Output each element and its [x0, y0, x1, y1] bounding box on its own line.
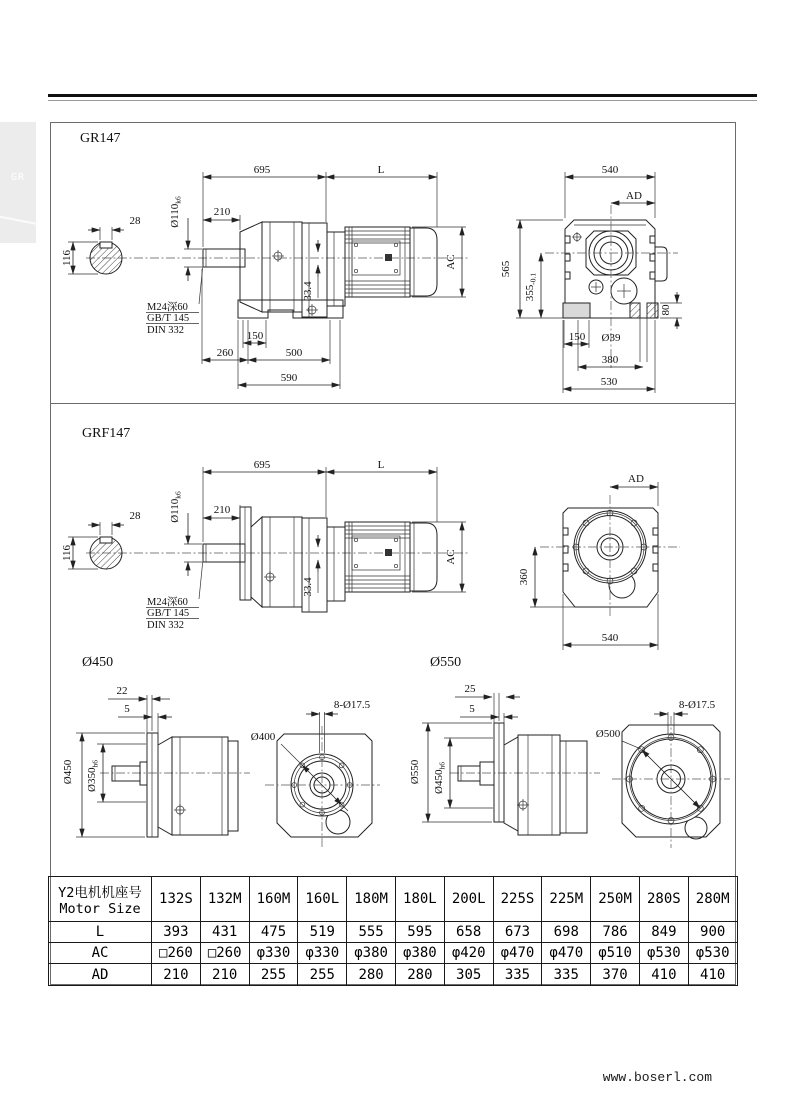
table-cell: φ510: [591, 943, 640, 964]
note-tapped-hole: M24深60: [147, 597, 188, 608]
table-cell: 555: [347, 922, 396, 943]
dim-380: 380: [601, 354, 619, 366]
dim-260: 260: [216, 347, 234, 359]
table-cell: □260: [152, 943, 201, 964]
table-cell: 335: [493, 964, 542, 986]
table-row: [49, 922, 738, 943]
grf147-shaft-section: [61, 510, 141, 569]
dim-590: 590: [280, 372, 298, 384]
table-col-header: 225M: [542, 877, 591, 922]
dim-355: $355_{-0.1}$: [524, 272, 538, 302]
gr147-side-dimensions: [146, 164, 466, 389]
dim-150: 150: [246, 330, 264, 342]
table-col-header: 180M: [347, 877, 396, 922]
dim-L: L: [377, 459, 385, 471]
table-cell: 658: [444, 922, 493, 943]
footer-url: www.boserl.com: [602, 1070, 712, 1085]
dim-540: 540: [601, 632, 619, 644]
note-gbt145: GB/T 145: [147, 313, 190, 324]
gr147-side-view: [61, 131, 468, 389]
table-cell: 849: [639, 922, 688, 943]
dim-key-width: 28: [129, 215, 141, 227]
dim-AD: AD: [628, 473, 644, 485]
table-cell: 255: [298, 964, 347, 986]
motor-drawing: [345, 227, 437, 297]
note-gbt145: GB/T 145: [147, 608, 190, 619]
table-col-header: 160L: [298, 877, 347, 922]
table-cell: 393: [152, 922, 201, 943]
table-cell: 673: [493, 922, 542, 943]
table-cell: φ530: [688, 943, 737, 964]
motor-drawing: [345, 522, 437, 592]
table-row: [49, 964, 738, 986]
dim-33-4: 33.4: [302, 577, 314, 597]
table-col-header: 250M: [591, 877, 640, 922]
dim-shaft-dia: $Ø110_{k6}$: [169, 491, 183, 523]
note-tapped-hole: M24深60: [147, 302, 188, 313]
table-cell: 410: [688, 964, 737, 986]
dim-695: 695: [253, 459, 271, 471]
dim-360: 360: [518, 568, 530, 586]
dim-outer-dia: Ø550: [409, 759, 421, 785]
table-col-header: 280S: [639, 877, 688, 922]
dim-5: 5: [124, 703, 130, 715]
dim-key-height: 116: [61, 544, 73, 562]
table-cell: φ470: [493, 943, 542, 964]
dim-695: 695: [253, 164, 271, 176]
flange-550-side-dimensions: [409, 683, 520, 822]
table-cell: 210: [200, 964, 249, 986]
grf147-side-view: [61, 426, 468, 631]
table-header-line2: Motor Size: [59, 901, 141, 917]
table-cell: φ420: [444, 943, 493, 964]
terminal-box: [385, 254, 392, 261]
dim-150-rear: 150: [568, 331, 586, 343]
note-din332: DIN 332: [147, 325, 185, 336]
dim-bolt-holes: 8-Ø17.5: [678, 699, 716, 711]
table-cell: φ470: [542, 943, 591, 964]
dim-22: 22: [116, 685, 128, 697]
table-cell: □260: [200, 943, 249, 964]
table-cell: 305: [444, 964, 493, 986]
table-cell: φ380: [347, 943, 396, 964]
table-cell: 698: [542, 922, 591, 943]
table-row: [49, 943, 738, 964]
flange-450-title: Ø450: [82, 655, 114, 670]
dim-530: 530: [600, 376, 618, 388]
table-col-header: 200L: [444, 877, 493, 922]
grf147-side-dimensions: [146, 459, 466, 631]
dim-spigot-dia: $Ø450_{h6}$: [433, 762, 447, 794]
flange-550-detail: [409, 655, 730, 848]
dim-AC: AC: [445, 254, 457, 270]
grf147-gearbox-drawing: [203, 507, 437, 612]
dim-bolt-circle: Ø500: [595, 728, 621, 740]
table-row-label: L: [49, 922, 152, 943]
table-row-label: AC: [49, 943, 152, 964]
table-cell: 255: [249, 964, 298, 986]
dim-210: 210: [213, 504, 231, 516]
dim-80: 80: [660, 304, 672, 316]
output-shaft: [112, 766, 140, 781]
section-tab-label: GR: [10, 172, 26, 183]
table-col-header: 225S: [493, 877, 542, 922]
dim-565: 565: [500, 260, 512, 278]
table-cell: 335: [542, 964, 591, 986]
table-col-header: 180L: [395, 877, 444, 922]
dim-spigot-dia: $Ø350_{h6}$: [86, 760, 100, 792]
motor-size-table: [48, 876, 738, 986]
table-cell: φ330: [298, 943, 347, 964]
table-cell: 595: [395, 922, 444, 943]
dim-AD: AD: [626, 190, 642, 202]
table-col-header: 160M: [249, 877, 298, 922]
dim-5: 5: [469, 703, 475, 715]
table-header-line1: Y2电机机座号: [58, 885, 142, 901]
table-header-motor-size: [49, 877, 152, 922]
flange-550-title: Ø550: [430, 655, 462, 670]
table-row-label: AD: [49, 964, 152, 986]
gr147-shaft-section: [61, 215, 141, 274]
gr147-title: GR147: [80, 131, 121, 146]
table-cell: 900: [688, 922, 737, 943]
terminal-box: [385, 549, 392, 556]
gr147-gearbox-drawing: [203, 222, 437, 318]
dim-500: 500: [285, 347, 303, 359]
motor-size-table-wrap: [48, 876, 737, 985]
table-cell: 431: [200, 922, 249, 943]
dim-25: 25: [464, 683, 476, 695]
dim-AC: AC: [445, 549, 457, 565]
flange-550-front-view: [596, 699, 730, 848]
flange-plate: [147, 733, 158, 837]
dim-540: 540: [601, 164, 619, 176]
table-cell: 280: [395, 964, 444, 986]
table-cell: 475: [249, 922, 298, 943]
dim-shaft-dia: $Ø110_{k6}$: [169, 196, 183, 228]
dim-L: L: [377, 164, 385, 176]
table-cell: 519: [298, 922, 347, 943]
table-cell: 370: [591, 964, 640, 986]
flange-450-front-view: [251, 699, 380, 848]
dim-33-4: 33.4: [302, 281, 314, 301]
table-col-header: 132S: [152, 877, 201, 922]
gr147-rear-view: [500, 164, 682, 393]
table-cell: 210: [152, 964, 201, 986]
grf147-front-view: [518, 473, 680, 650]
flange-450-side-dimensions: [62, 685, 172, 837]
table-cell: 786: [591, 922, 640, 943]
flange-450-side-view: [112, 733, 238, 837]
label-hole-39: Ø39: [601, 332, 621, 344]
dim-210: 210: [213, 206, 231, 218]
table-cell: φ380: [395, 943, 444, 964]
table-cell: φ330: [249, 943, 298, 964]
table-cell: φ530: [639, 943, 688, 964]
note-din332: DIN 332: [147, 620, 185, 631]
flange-550-side-view: [458, 723, 587, 835]
dim-bolt-holes: 8-Ø17.5: [333, 699, 371, 711]
table-cell: 410: [639, 964, 688, 986]
grf147-title: GRF147: [82, 426, 131, 441]
table-col-header: 280M: [688, 877, 737, 922]
table-col-header: 132M: [200, 877, 249, 922]
table-cell: 280: [347, 964, 396, 986]
dim-key-height: 116: [61, 249, 73, 267]
foot-pad: [563, 303, 590, 318]
flange-450-detail: [62, 655, 380, 848]
dim-key-width: 28: [129, 510, 141, 522]
dim-bolt-circle: Ø400: [250, 731, 276, 743]
dim-outer-dia: Ø450: [62, 759, 74, 785]
